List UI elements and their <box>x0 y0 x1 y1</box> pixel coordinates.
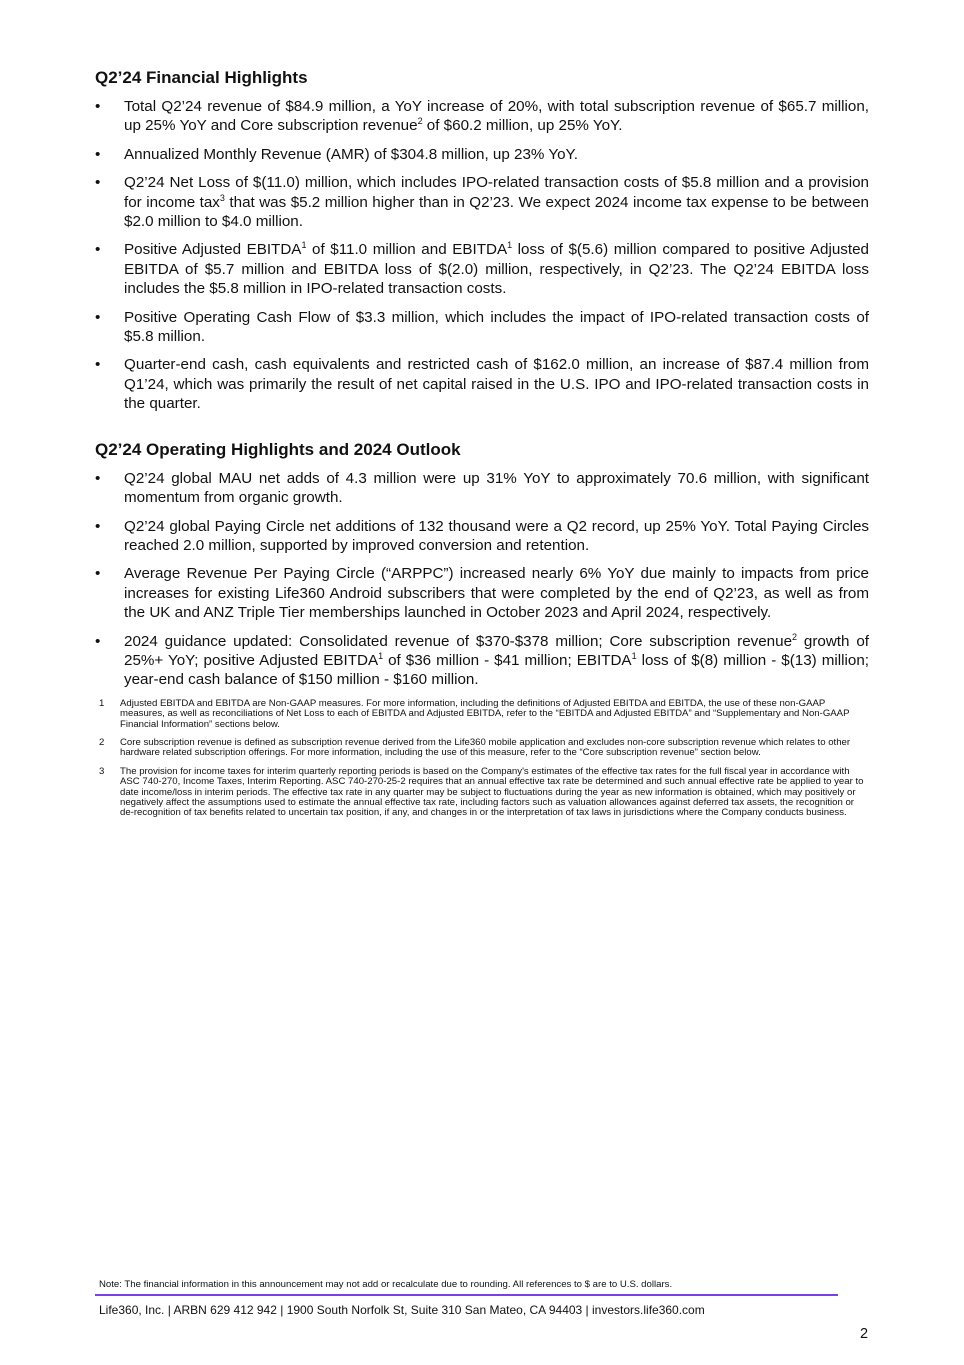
bullet-icon: • <box>95 241 101 259</box>
operating-highlights-section <box>95 439 869 690</box>
footnote-ref: 2 <box>417 116 423 127</box>
footnote-number: 2 <box>99 736 105 748</box>
footnote-ref: 3 <box>219 192 225 203</box>
footnote-text: Adjusted EBITDA and EBITDA are Non-GAAP measures. For more information, including the definitions of Adjusted EBITDA and EBITDA, the use of these non-GAAP measures, as well as reconciliations of Net Loss to each of EBITDA and Adjusted EBITDA, refer to the “EBITDA and Adjusted EBITDA” and “Supplementary and Non-GAAP Financial Information” sections below. <box>120 697 850 730</box>
bullet-icon: • <box>95 632 101 650</box>
footnote-ref: 1 <box>507 240 513 251</box>
bullet-icon: • <box>95 469 101 487</box>
footnote-text: The provision for income taxes for interim quarterly reporting periods is based on the Company's estimates of the effective tax rates for the full fiscal year in accordance with ASC 740-270, Income Taxes, Interim Reporting. ASC 740-270-25-2 requires that an annual effective tax rate be determined and such annual effective rate be applied to year to date income/loss in interim periods. The effective tax rate in any quarter may be subject to fluctuations during the year as new information is obtained, which may positively or negatively affect the assumptions used to estimate the annual effective tax rate, including factors such as valuation allowances against deferred tax assets, the recognition or de-recognition of tax benefits related to uncertain tax position, if any, and changes in or the interpretation of tax laws in jurisdictions where the Company conducts business. <box>120 765 864 819</box>
company-address: Life360, Inc. | ARBN 629 412 942 | 1900 South Norfolk St, Suite 310 San Mateo, CA 94403 | investors.life360.com <box>99 1303 705 1317</box>
footnote-number: 1 <box>99 697 105 709</box>
bullet-icon: • <box>95 174 101 192</box>
footnote-number: 3 <box>99 765 105 777</box>
bullet-text: Total Q2’24 revenue of $84.9 million, a YoY increase of 20%, with total subscription revenue of $65.7 million, up 25% YoY and Core subscription revenue <box>124 98 869 135</box>
footnote <box>95 767 869 819</box>
bullet-item <box>95 469 869 508</box>
bullet-item <box>95 145 869 164</box>
footnote-ref: 2 <box>792 631 798 642</box>
bullet-text: of $11.0 million and EBITDA <box>306 241 508 259</box>
bullet-text: that was $5.2 million higher than in Q2’23. We expect 2024 income tax expense to be between $2.0 million to $4.0 million. <box>124 193 869 231</box>
bullet-icon: • <box>95 565 101 583</box>
bullet-text: Q2’24 global Paying Circle net additions of 132 thousand were a Q2 record, up 25% YoY. Total Paying Circles reached 2.0 million, supported by improved conversion and retention. <box>124 517 869 554</box>
bullet-text: loss of $(5.6) million compared to positive Adjusted EBITDA of $5.7 million and EBITDA loss of $(2.0) million, respectively, in Q2’23. The Q2’24 EBITDA loss includes the $5.8 million in IPO-related transaction costs. <box>124 241 869 298</box>
footer-divider <box>95 1294 838 1296</box>
bullet-item <box>95 517 869 556</box>
operating-highlights-heading: Q2’24 Operating Highlights and 2024 Outlook <box>95 439 461 459</box>
bullet-icon: • <box>95 308 101 326</box>
bullet-text: growth of 25%+ YoY; positive Adjusted EBITDA <box>124 632 869 669</box>
footnotes <box>95 699 869 819</box>
financial-highlights-list <box>95 97 869 414</box>
bullet-item <box>95 240 869 298</box>
bullet-icon: • <box>95 517 101 535</box>
footnote <box>95 699 869 730</box>
financial-highlights-heading: Q2’24 Financial Highlights <box>95 68 308 87</box>
page-number: 2 <box>860 1326 869 1342</box>
operating-highlights-list <box>95 469 869 690</box>
bullet-text: Positive Operating Cash Flow of $3.3 million, which includes the impact of IPO-related transaction costs of $5.8 million. <box>124 308 869 346</box>
bullet-text: Average Revenue Per Paying Circle (“ARPPC”) increased nearly 6% YoY due mainly to impacts from price increases for existing Life360 Android subscribers that were completed by the end of Q2’23, as well as from the UK and ANZ Triple Tier memberships launched in October 2023 and April 2024, respectively. <box>124 565 869 622</box>
bullet-text: Q2’24 global MAU net adds of 4.3 million were up 31% YoY to approximately 70.6 million, with significant momentum from organic growth. <box>124 469 869 507</box>
footnote-ref: 1 <box>378 650 384 661</box>
bullet-text: Q2’24 Net Loss of $(11.0) million, which includes IPO-related transaction costs of $5.8 million and a provision for income tax <box>124 174 869 211</box>
bullet-icon: • <box>95 145 101 163</box>
footnote-ref: 1 <box>631 650 637 661</box>
bullet-text: of $60.2 million, up 25% YoY. <box>422 117 623 135</box>
footnote-text: Core subscription revenue is defined as subscription revenue derived from the Life360 mobile application and excludes non-core subscription revenue which relates to other hardware related subscription offerings. For more information, including the use of this measure, refer to the “Core subscription revenue” section below. <box>120 736 851 759</box>
bullet-item <box>95 97 869 136</box>
bullet-item <box>95 173 869 231</box>
footnote-ref: 1 <box>301 240 307 251</box>
footnote <box>95 738 869 759</box>
bullet-item <box>95 564 869 622</box>
bullet-text: Quarter-end cash, cash equivalents and restricted cash of $162.0 million, an increase of $87.4 million from Q1’24, which was primarily the result of net capital raised in the U.S. IPO and IPO-related transaction costs in the quarter. <box>124 356 869 413</box>
bullet-text: Positive Adjusted EBITDA <box>124 241 302 259</box>
bullet-item <box>95 355 869 413</box>
bullet-text: loss of $(8) million - $(13) million; year-end cash balance of $150 million - $160 million. <box>124 651 869 689</box>
page-content <box>95 67 869 827</box>
bullet-icon: • <box>95 98 101 115</box>
bullet-item <box>95 632 869 690</box>
bullet-text: 2024 guidance updated: Consolidated revenue of $370-$378 million; Core subscription revenue <box>124 632 793 650</box>
bullet-text: Annualized Monthly Revenue (AMR) of $304.8 million, up 23% YoY. <box>124 145 578 163</box>
rounding-note: Note: The financial information in this announcement may not add or recalculate due to rounding. All references to $ are to U.S. dollars. <box>99 1279 673 1290</box>
bullet-text: of $36 million - $41 million; EBITDA <box>383 651 632 669</box>
bullet-item <box>95 308 869 347</box>
financial-highlights-section <box>95 67 869 414</box>
bullet-icon: • <box>95 356 101 374</box>
